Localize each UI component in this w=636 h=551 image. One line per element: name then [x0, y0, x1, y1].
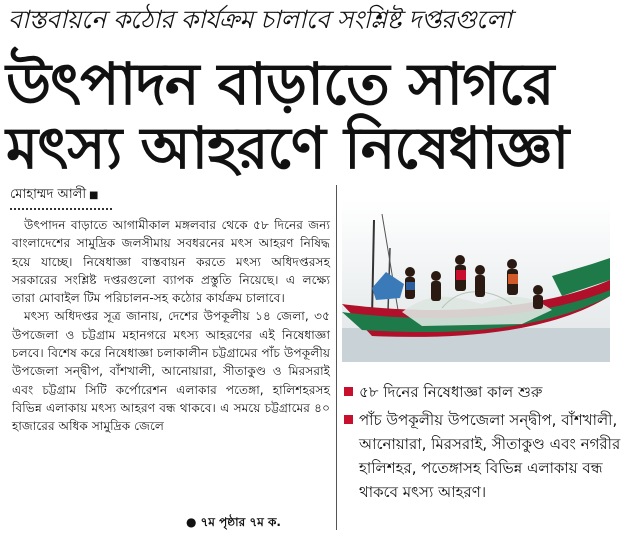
- highlight-item: [343, 408, 628, 504]
- byline-divider: [10, 208, 112, 210]
- bullet-icon: [344, 415, 353, 424]
- bullet-icon: ●: [186, 515, 197, 529]
- article-body: [12, 216, 330, 436]
- byline: [10, 186, 99, 205]
- column-divider: [336, 185, 337, 530]
- article-paragraph: উৎপাদন বাড়াতে আগামীকাল মঙ্গলবার থেকে ৫৮ দিনের জন্য বাংলাদেশের সামুদ্রিক জলসীমায় সবধরনের মৎস আহরণ নিষিদ্ধ হয়ে যাচ্ছে। নিষেধাজ্ঞা বাস্তবায়ন করতে মৎস্য অধিদপ্তরসহ সরকারের সংশ্লিষ্ট দপ্তরগুলো ব্যাপক প্রস্তুতি নিয়েছে। এ লক্ষ্যে তারা মোবাইল টিম পরিচালন-সহ কঠোর কার্যক্রম চালাবে।: [12, 218, 330, 306]
- highlight-item: [343, 380, 628, 404]
- kicker-headline: বাস্তবায়নে কঠোর কার্যক্রম চালাবে সংশ্লিষ্ট দপ্তরগুলো: [8, 5, 512, 34]
- highlights-box: [343, 380, 628, 504]
- article-paragraph: মৎস্য অধিদপ্তর সূত্র জানায়, দেশের উপকূলীয় ১৪ জেলা, ৩৫ উপজেলা ও চট্টগ্রাম মহানগরে মৎস্য আহরণের এই নিষেধাজ্ঞা চলবে। বিশেষ করে নিষেধাজ্ঞা চলাকালীন চট্টগ্রামের পাঁচ উপকূলীয় উপজেলা সন্দ্বীপ, বাঁশখালী, আনোয়ারা, সীতাকুণ্ড ও মিরসরাই এবং চট্টগ্রাম সিটি কর্পোরেশন এলাকার পতেঙ্গা, হালিশহরসহ বিভিন্ন এলাকায় মৎস্য আহরণ বন্ধ থাকবে। এ সময়ে চট্টগ্রামের ৪০ হাজারের অধিক সামুদ্রিক জেলে: [12, 309, 330, 434]
- square-icon: ■: [89, 190, 99, 201]
- headline-line-1: উৎপাদন বাড়াতে সাগরে: [6, 50, 554, 118]
- highlight-text: পাঁচ উপকূলীয় উপজেলা সন্দ্বীপ, বাঁশখালী, আনোয়ারা, মিরসরাই, সীতাকুণ্ড এবং নগরীর হালিশহর, পতেঙ্গাসহ বিভিন্ন এলাকায় বন্ধ থাকবে মৎস্য আহরণ।: [359, 411, 621, 501]
- continuation-text: ৭ম পৃষ্ঠার ৭ম ক.: [200, 515, 281, 529]
- byline-author: মোহাম্মদ আলী: [10, 187, 87, 202]
- continuation-link[interactable]: [186, 514, 281, 530]
- bullet-icon: [344, 387, 353, 396]
- highlight-text: ৫৮ দিনের নিষেধাজ্ঞা কাল শুরু: [359, 383, 543, 401]
- fishing-boat-illustration: [342, 200, 610, 362]
- headline-line-2: মৎস্য আহরণে নিষেধাজ্ঞা: [6, 114, 569, 182]
- fishing-boat-photo: [342, 200, 610, 362]
